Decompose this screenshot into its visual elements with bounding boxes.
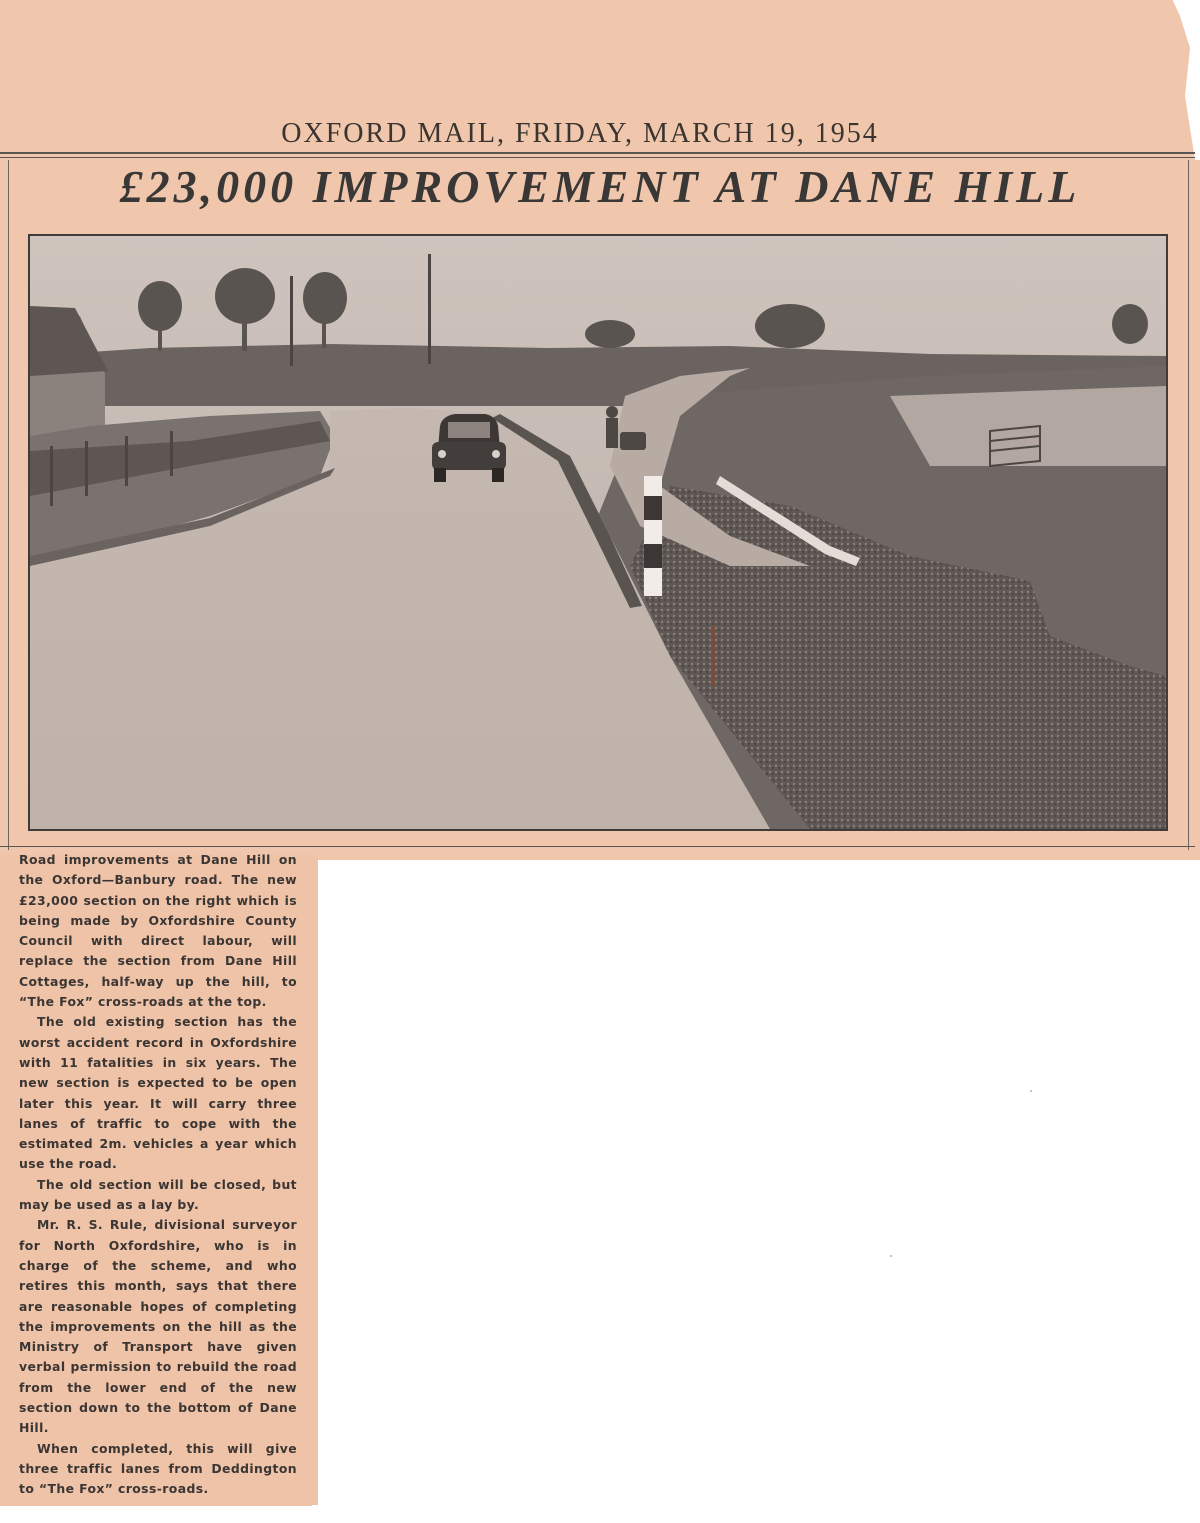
top-rule <box>0 152 1195 154</box>
dateline-text: OXFORD MAIL, FRIDAY, MARCH 19, 1954 <box>281 118 879 149</box>
right-column-rule <box>1188 160 1189 850</box>
caption-paragraph: Road improvements at Dane Hill on the Oxford—Banbury road. The new £23,000 section on the right which is being made by Oxfordshire County Council with direct labour, will replace the section from Dane Hill Cottages, half-way up the hill, to “The Fox” cross-roads at the top. <box>19 852 297 1010</box>
caption-paragraph: The old existing section has the worst accident record in Oxfordshire with 11 fatalities in six years. The new section is expected to be open later this year. It will carry three lanes of traffic to cope with the estimated 2m. vehicles a year which use the road. <box>19 1014 297 1172</box>
scan-speck <box>1030 1090 1032 1092</box>
road-photo-illustration <box>30 236 1166 829</box>
photo-bottom-rule <box>0 846 1195 847</box>
caption-paragraph: The old section will be closed, but may be used as a lay by. <box>19 1176 297 1213</box>
photo-caption <box>19 850 297 1500</box>
headline: £23,000 IMPROVEMENT AT DANE HILL <box>119 161 1081 212</box>
dateline <box>0 118 1200 150</box>
top-rule-thin <box>0 157 1195 158</box>
caption-paragraph: When completed, this will give three traffic lanes from Deddington to “The Fox” cross-roads. <box>19 1440 297 1497</box>
scan-speck <box>890 1255 892 1257</box>
caption-paragraph: Mr. R. S. Rule, divisional surveyor for North Oxfordshire, who is in charge of the scheme, and who retires this month, says that there are reasonable hopes of completing the improvements on the hill as the Ministry of Transport have given verbal permission to rebuild the road from the lower end of the new section down to the bottom of Dane Hill. <box>19 1217 297 1436</box>
left-column-rule <box>8 160 9 850</box>
road-photo <box>28 234 1168 831</box>
